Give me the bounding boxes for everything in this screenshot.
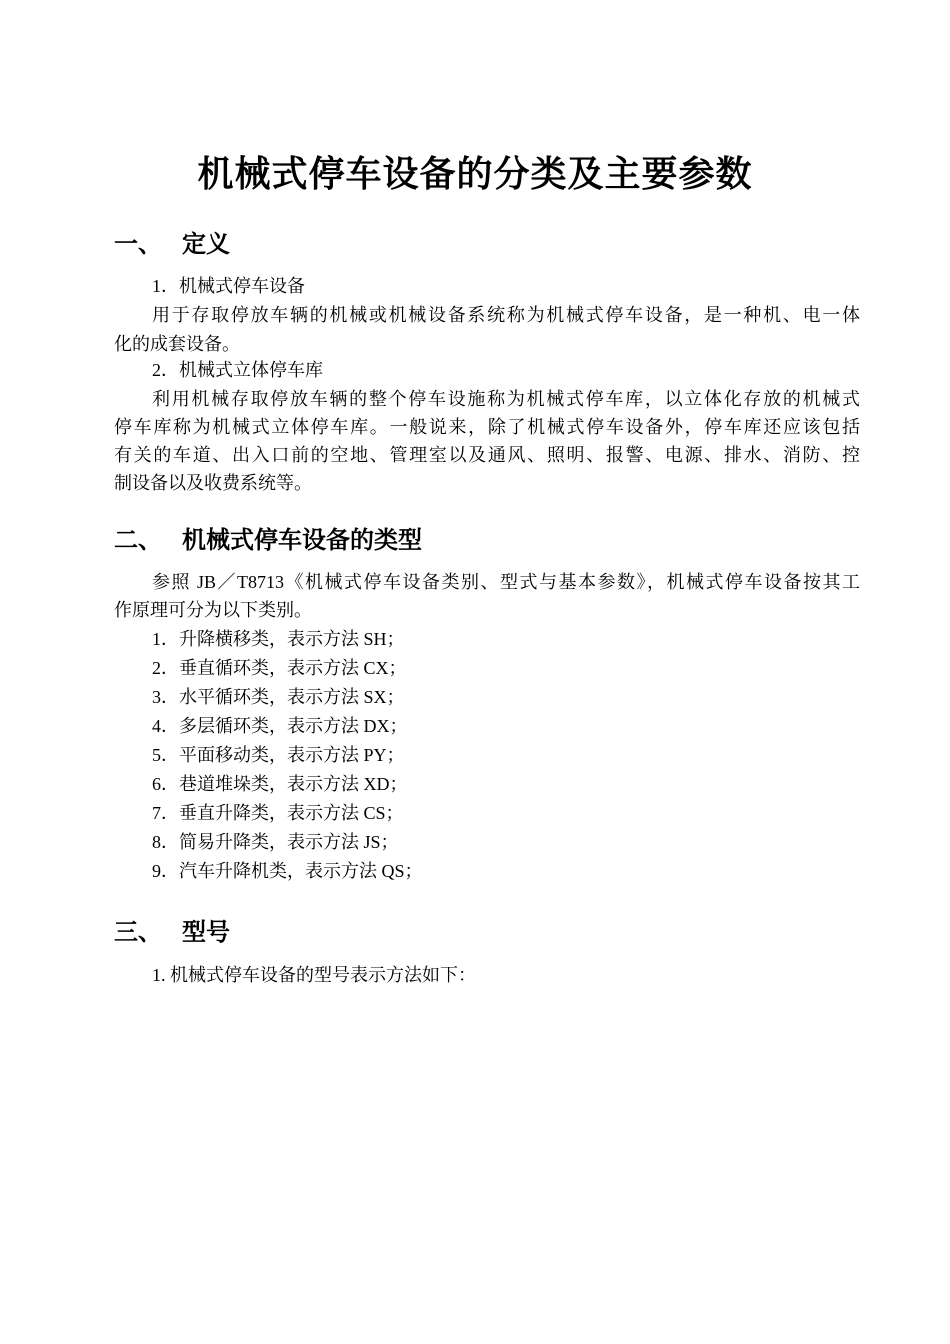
list-item: 8．简易升降类，表示方法 JS；: [152, 832, 399, 852]
section-number: 二、: [114, 526, 162, 554]
paragraph-line: 化的成套设备。: [114, 334, 240, 354]
section-title: 定义: [182, 230, 230, 258]
page-title: 机械式停车设备的分类及主要参数: [197, 154, 753, 195]
list-item: 5．平面移动类，表示方法 PY；: [152, 745, 405, 765]
list-item: 6．巷道堆垛类，表示方法 XD；: [152, 774, 408, 794]
list-item: 7．垂直升降类，表示方法 CS；: [152, 803, 404, 823]
list-item: 3．水平循环类，表示方法 SX；: [152, 687, 405, 707]
paragraph-line: 用于存取停放车辆的机械或机械设备系统称为机械式停车设备，是一种机、电一体: [152, 305, 860, 325]
section-number: 一、: [114, 230, 162, 258]
section-heading-model: [114, 912, 230, 947]
paragraph-line: 利用机械存取停放车辆的整个停车设施称为机械式停车库，以立体化存放的机械式: [152, 389, 860, 409]
item-label: 2．机械式立体停车库: [152, 360, 323, 380]
section-title: 型号: [182, 918, 230, 946]
section-title: 机械式停车设备的类型: [182, 526, 422, 554]
paragraph-line: 制设备以及收费系统等。: [114, 473, 312, 493]
section-heading-types: [114, 520, 422, 555]
list-item: 1. 机械式停车设备的型号表示方法如下：: [152, 965, 476, 985]
list-item: 9．汽车升降机类，表示方法 QS；: [152, 861, 423, 881]
paragraph-line: 停车库称为机械式立体停车库。一般说来，除了机械式停车设备外，停车库还应该包括: [114, 417, 860, 437]
paragraph-line: 有关的车道、出入口前的空地、管理室以及通风、照明、报警、电源、排水、消防、控: [114, 445, 860, 465]
section-heading-definition: [114, 224, 230, 259]
item-label: 1．机械式停车设备: [152, 276, 305, 296]
list-item: 1．升降横移类，表示方法 SH；: [152, 629, 405, 649]
list-item: 2．垂直循环类，表示方法 CX；: [152, 658, 407, 678]
list-item: 4．多层循环类，表示方法 DX；: [152, 716, 408, 736]
section-number: 三、: [114, 918, 162, 946]
paragraph-line: 作原理可分为以下类别。: [114, 600, 312, 620]
paragraph-line: 参照 JB／T8713《机械式停车设备类别、型式与基本参数》，机械式停车设备按其工: [152, 572, 860, 592]
